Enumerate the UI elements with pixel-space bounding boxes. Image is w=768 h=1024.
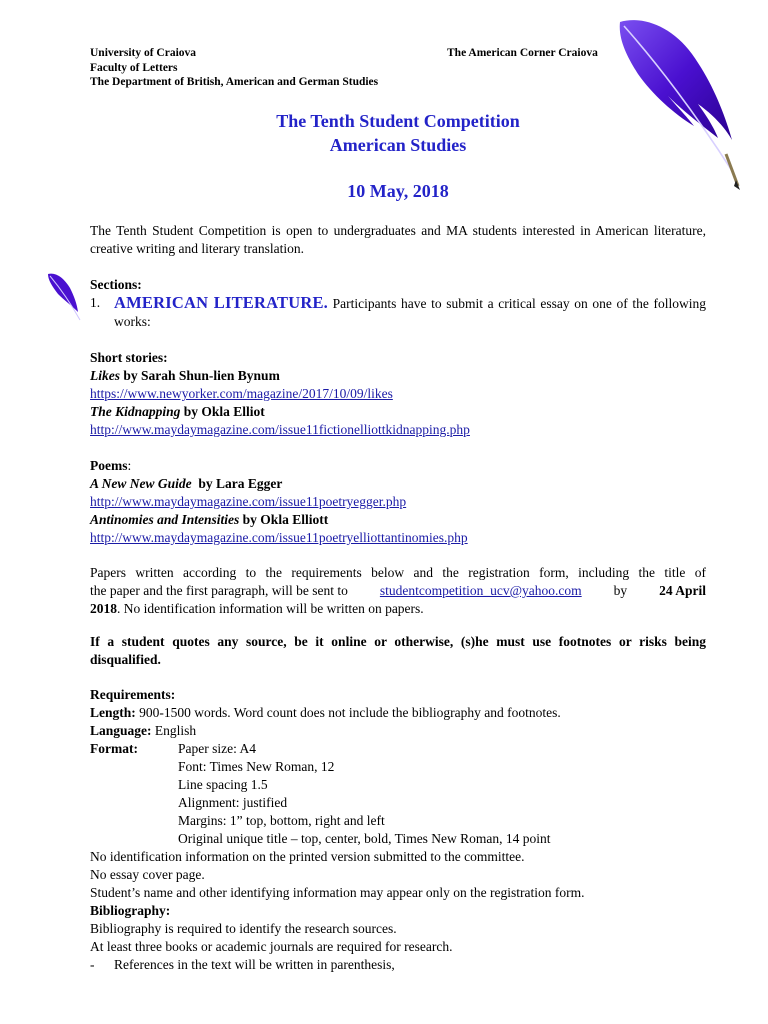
work-link[interactable]: http://www.maydaymagazine.com/issue11fictionelliottkidnapping.php	[90, 422, 470, 437]
bullet-dash: -	[90, 957, 95, 972]
poems-heading-colon: :	[127, 458, 132, 473]
bibliography-bullet-item	[90, 956, 706, 974]
work-title-line	[90, 475, 706, 493]
bibliography-line: At least three books or academic journals are required for research.	[90, 939, 453, 954]
submission-email-link[interactable]: studentcompetition_ucv@yahoo.com	[379, 583, 582, 598]
requirement-note: Student’s name and other identifying information may appear only on the registration form.	[90, 885, 585, 900]
bibliography-line: Bibliography is required to identify the research sources.	[90, 921, 397, 936]
work-title: A New New Guide	[90, 476, 192, 491]
submission-by: by	[613, 583, 628, 598]
work-link[interactable]: http://www.maydaymagazine.com/issue11poetryelliottantinomies.php	[90, 530, 468, 545]
format-item: Paper size: A4	[178, 741, 256, 756]
american-corner-label: The American Corner Craiova	[447, 47, 598, 59]
format-block	[90, 740, 706, 848]
small-feather-icon	[44, 272, 84, 322]
work-title-line	[90, 403, 706, 421]
format-item: Line spacing 1.5	[178, 777, 268, 792]
institution-header	[90, 46, 378, 90]
sections-heading: Sections:	[90, 277, 142, 292]
requirement-note: No essay cover page.	[90, 867, 205, 882]
work-title: Likes	[90, 368, 120, 383]
competition-subtitle: American Studies	[329, 135, 467, 155]
competition-date: 10 May, 2018	[347, 181, 449, 201]
poems-heading: Poems	[90, 458, 128, 473]
length-value: 900-1500 words. Word count does not include the bibliography and footnotes.	[135, 705, 561, 720]
section-item-number: 1.	[90, 295, 101, 310]
bullet-text: References in the text will be written in parenthesis,	[114, 957, 395, 972]
submission-line-2	[90, 582, 706, 600]
format-item: Original unique title – top, center, bold, Times New Roman, 14 point	[178, 831, 551, 846]
short-stories-heading: Short stories:	[90, 350, 168, 365]
short-stories-block	[90, 349, 706, 439]
work-author: by Lara Egger	[191, 476, 283, 491]
footnote-warning: If a student quotes any source, be it online or otherwise, (s)he must use footnotes or risks being disqualified.	[90, 634, 706, 667]
work-author: by Okla Elliot	[180, 404, 265, 419]
requirement-note: No identification information on the printed version submitted to the committee.	[90, 849, 525, 864]
work-title-line	[90, 511, 706, 529]
submission-note: . No identification information will be written on papers.	[117, 601, 424, 616]
work-link[interactable]: http://www.maydaymagazine.com/issue11poetryegger.php	[90, 494, 407, 509]
poems-heading-line	[90, 457, 706, 475]
work-title: Antinomies and Intensities	[90, 512, 240, 527]
work-author: by Okla Elliott	[239, 512, 329, 527]
section-item-title: AMERICAN LITERATURE.	[114, 293, 328, 312]
quill-feather-icon	[600, 14, 750, 190]
requirements-heading: Requirements:	[90, 687, 176, 702]
faculty-name: Faculty of Letters	[90, 61, 178, 74]
bibliography-heading: Bibliography:	[90, 903, 171, 918]
requirements-block	[90, 686, 706, 974]
format-item: Margins: 1” top, bottom, right and left	[178, 813, 385, 828]
intro-paragraph: The Tenth Student Competition is open to undergraduates and MA students interested in American literature, creative writing and literary translation.	[90, 223, 706, 256]
section-item-description: Participants have to submit a critical essay on one of the following works:	[114, 296, 707, 329]
poems-block	[90, 457, 706, 547]
deadline-year: 2018	[90, 601, 117, 616]
deadline-date: 24 April	[659, 583, 706, 598]
length-line	[90, 704, 706, 722]
competition-title: The Tenth Student Competition	[276, 111, 520, 131]
language-value: English	[151, 723, 197, 738]
sections-block	[90, 276, 706, 331]
language-label: Language:	[90, 723, 152, 738]
department-name: The Department of British, American and German Studies	[90, 76, 379, 88]
submission-line-1: Papers written according to the requirements below and the registration form, including the title of	[90, 565, 706, 580]
language-line	[90, 722, 706, 740]
work-title-line	[90, 367, 706, 385]
work-author: by Sarah Shun-lien Bynum	[120, 368, 280, 383]
university-name: University of Craiova	[90, 47, 197, 59]
work-link[interactable]: https://www.newyorker.com/magazine/2017/10/09/likes	[90, 386, 393, 401]
work-title: The Kidnapping	[90, 404, 181, 419]
section-item-american-literature	[90, 294, 706, 331]
length-label: Length:	[90, 705, 136, 720]
submission-paragraph	[90, 564, 706, 618]
submission-text: the paper and the first paragraph, will be sent to	[90, 583, 348, 598]
format-label: Format:	[90, 741, 138, 756]
format-item: Font: Times New Roman, 12	[178, 759, 335, 774]
format-item: Alignment: justified	[178, 795, 288, 810]
submission-line-3	[90, 600, 706, 618]
